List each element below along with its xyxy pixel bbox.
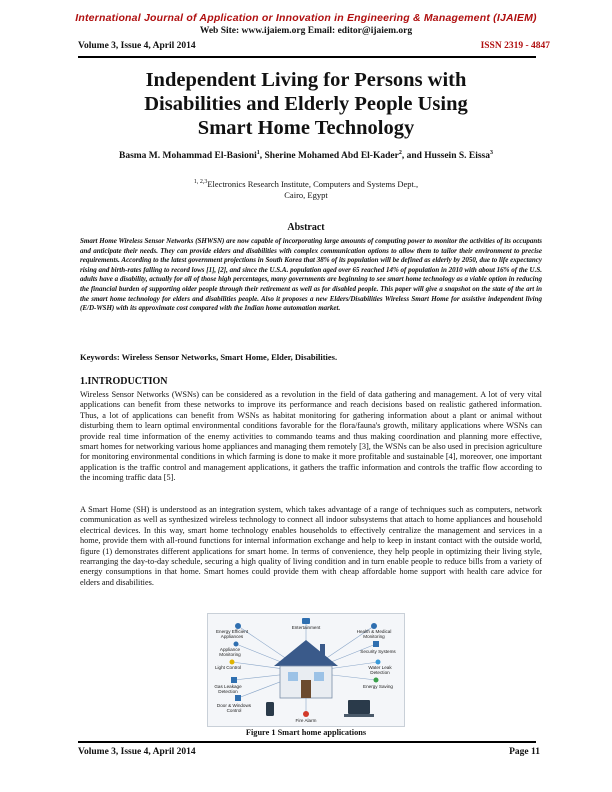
footer-rule: [78, 741, 536, 743]
smart-home-figure: [207, 613, 405, 727]
author-2: , Sherine Mohamed Abd El-Kader: [259, 151, 399, 162]
figure-label-energy-efficient: Energy Efficient Appliances: [215, 629, 249, 639]
figure-label-door-windows: Door & Windows Control: [216, 703, 252, 713]
affiliation: [0, 177, 612, 201]
section-heading-introduction: 1.INTRODUCTION: [80, 376, 168, 387]
figure-label-appliance: Appliance Monitoring: [219, 647, 241, 657]
journal-web-email: Web Site: www.ijaiem.org Email: editor@ijaiem.org: [199, 26, 413, 36]
figure-label-health: Health & Medical Monitoring: [356, 629, 392, 639]
author-1: Basma M. Mohammad El-Basioni: [118, 151, 257, 162]
paper-title-text: Independent Living for Persons with Disabilities and Elderly People Using Smart Home Technology: [144, 69, 468, 139]
footer-volume: Volume 3, Issue 4, April 2014: [78, 747, 196, 757]
keywords: Keywords: Wireless Sensor Networks, Smart Home, Elder, Disabilities.: [80, 352, 338, 362]
figure-label-security: Security Systems: [360, 649, 396, 654]
author-list: [0, 150, 612, 161]
intro-paragraph-2: A Smart Home (SH) is understood as an integration system, which takes advantage of a range of techniques such as computers, network communication as well as synthesized wireless technology to connect all indoor subsystems that attach to home appliances and household electrical devices. In this way, smart home technology enables households to effectively centralize the management and services in a home, provide them with all-round functions for internal information exchange and help to keep in instant contact with the outside world, figure (1) demonstrates different applications for smart home. In terms of convenience, they help people in optimizing their living style, rearranging the day-to-day schedule, securing a high quality of living condition and in turn enable people to reduce bills from a variety of energy consumptions in that home. Smart homes could provide them with cheap affordable home support with health care advice for elders and disabilities.: [80, 505, 542, 587]
figure-label-entertainment: Entertainment: [291, 625, 321, 630]
header-rule: [78, 56, 536, 58]
affiliation-sup: 1, 2,3: [193, 179, 208, 185]
header-volume: Volume 3, Issue 4, April 2014: [78, 41, 196, 51]
figure-label-fire-alarm: Fire Alarm: [295, 718, 317, 723]
house-icon: [274, 640, 338, 698]
author-1-sup: 1: [256, 150, 260, 156]
figure-label-energy-saving: Energy Saving: [363, 684, 393, 689]
paper-title: [0, 68, 612, 140]
author-2-sup: 2: [398, 150, 402, 156]
journal-name: International Journal of Application or Innovation in Engineering & Management (IJAIEM): [75, 12, 537, 24]
author-3: , and Hussein S. Eissa: [401, 151, 491, 162]
affiliation-line-1: Electronics Research Institute, Computers and Systems Dept.,: [207, 178, 419, 189]
abstract-heading: Abstract: [287, 222, 325, 233]
abstract-text: Smart Home Wireless Sensor Networks (SHWSN) are now capable of incorporating large amounts of computing power to monitor the activities of its occupants and anticipate their needs. They can provide elders and disabilities with complex communication options to allow them to tailor their environment to precise requirements. According to the latest government projections in South Korea that 38% of its population will be defined as elderly by 2050, due to life expectancy rising and birth-rates falling to record lows [1], [2], and since the U.S.A. population aged over 65 reached 14% of population in 2010 with about 16% of the U.S. adults have a disability, actually for all of those high percentages, many governments are beginning to see smart home technology as a viable option in reducing the financial burden of supporting older people through their retirement as well as for disabled people. This paper will give a snapshot on the state of the art in the smart home technology for elders and disabilities people. Also it proposes a new Elders/Disabilities Wireless Smart Home for assistive independent living (E/D-WSH) with its approximate cost compared with the Indian home automation market.: [80, 237, 542, 313]
figure-caption: Figure 1 Smart home applications: [245, 728, 367, 737]
figure-label-gas-leak: Gas Leakage Detection: [214, 684, 242, 694]
footer-page-number: Page 11: [509, 747, 540, 757]
header-issn: ISSN 2319 - 4847: [480, 41, 550, 51]
figure-label-light: Light Control: [214, 665, 242, 670]
affiliation-line-2: Cairo, Egypt: [284, 189, 328, 200]
author-3-sup: 3: [490, 150, 494, 156]
figure-label-water-leak: Water Leak Detection: [368, 665, 392, 675]
intro-paragraph-1: Wireless Sensor Networks (WSNs) can be considered as a revolution in the field of data gathering and management. A lot of very vital applications can benefit from these networks to improve its performance and reach decisions based on realistic gathered information. Thus, a lot of applications can benefit from WSNs as habitat monitoring for gathering information about a plant or animal without disturbing them to learn optimal environmental conditions favorable for the flora/fauna's growth, military applications where WSNs can provide real time information of the enemy activities to commando teams and thus making coordination and planning more effective, smart homes for networking various home appliances and managing them remotely [3], the WSNs can be also used in precision agriculture for monitoring environmental conditions in which farming is done to make it more profitable and sustainable [4], moreover, one important application is the traffic control and management applications, it gathers the traffic information and controls the traffic flow according to the incoming traffic data [5].: [80, 390, 542, 483]
